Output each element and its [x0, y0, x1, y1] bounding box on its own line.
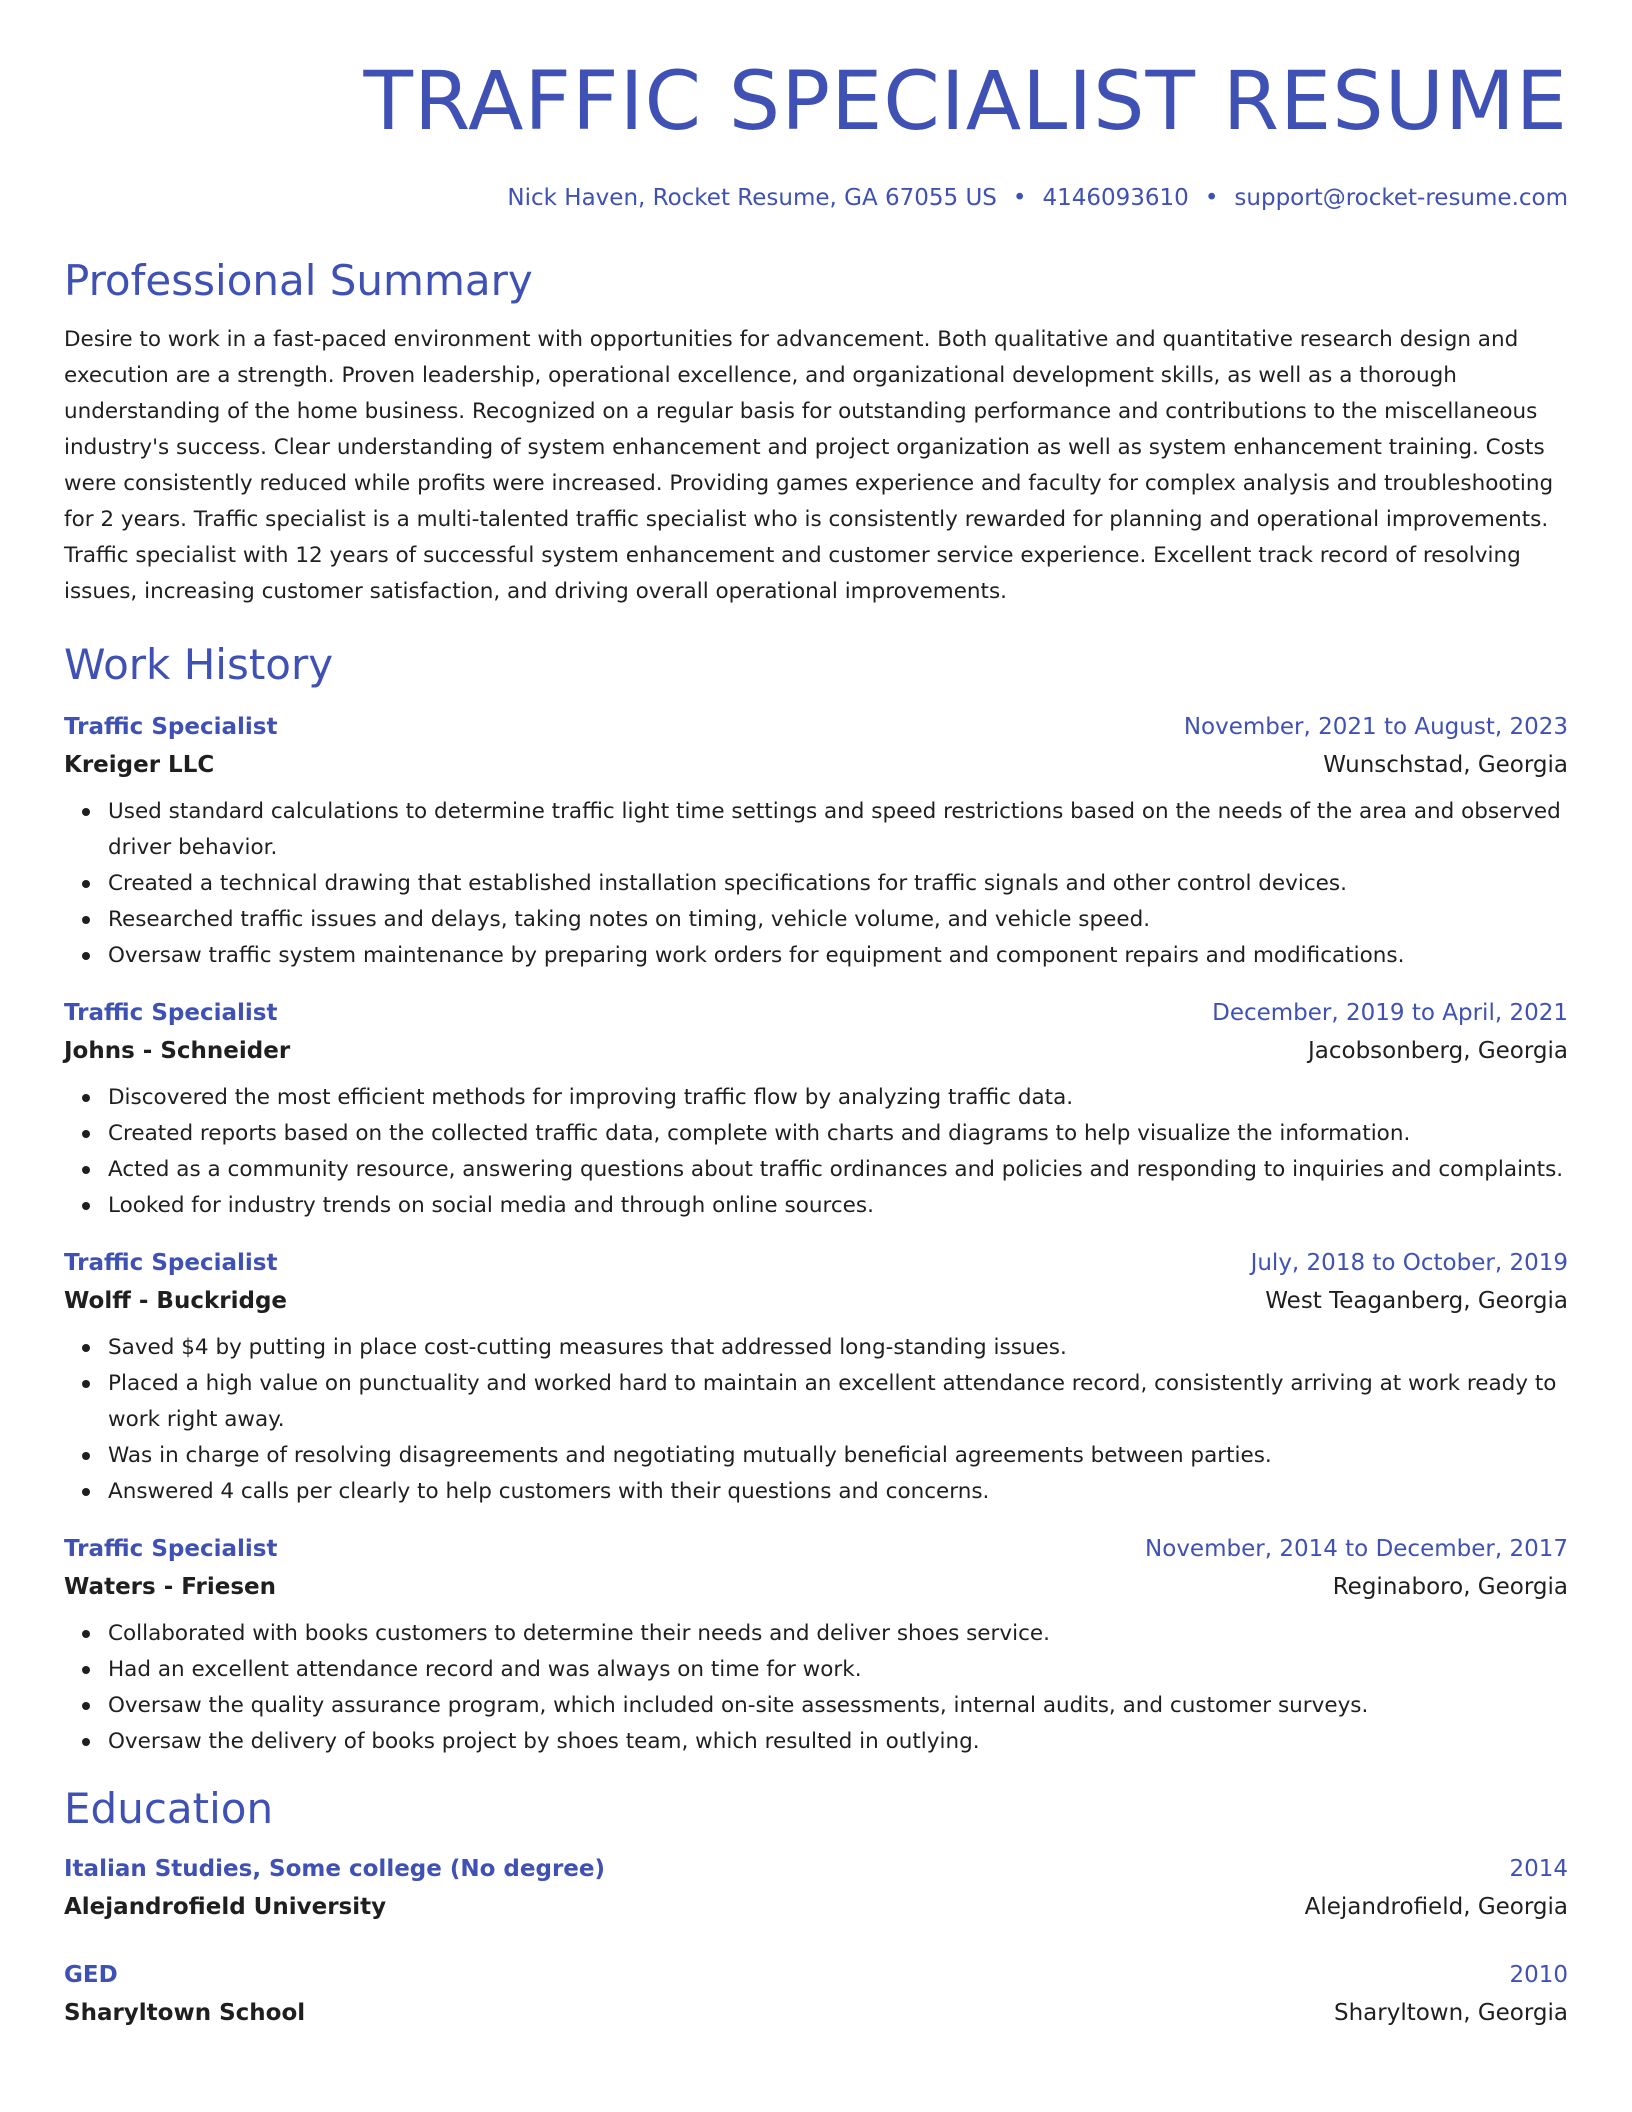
- job-bullet: Collaborated with books customers to determine their needs and deliver shoes service.: [108, 1616, 1568, 1652]
- job-bullet: Saved $4 by putting in place cost-cutting measures that addressed long-standing issues.: [108, 1330, 1568, 1366]
- job-bullet: Oversaw traffic system maintenance by preparing work orders for equipment and component repairs and modifications.: [108, 938, 1568, 974]
- education-location: Sharyltown, Georgia: [1333, 2000, 1568, 2026]
- job-bullet: Was in charge of resolving disagreements and negotiating mutually beneficial agreements between parties.: [108, 1438, 1568, 1474]
- summary-text: Desire to work in a fast-paced environment with opportunities for advancement. Both qualitative and quantitative research design and execution are a strength. Proven leadership, operational excellence, and organizational development skills, as well as a thorough understanding of the home business. Recognized on a regular basis for outstanding performance and contributions to the miscellaneous industry's success. Clear understanding of system enhancement and project organization as well as system enhancement training. Costs were consistently reduced while profits were increased. Providing games experience and faculty for complex analysis and troubleshooting for 2 years. Traffic specialist is a multi-talented traffic specialist who is consistently rewarded for planning and operational improvements. Traffic specialist with 12 years of successful system enhancement and customer service experience. Excellent track record of resolving issues, increasing customer satisfaction, and driving overall operational improvements.: [64, 327, 1554, 604]
- education-heading: Education: [64, 1784, 274, 1833]
- education-entry: [64, 1956, 1568, 2032]
- job-dates: December, 2019 to April, 2021: [1212, 1000, 1568, 1026]
- job-bullet: Created reports based on the collected traffic data, complete with charts and diagrams to help visualize the information.: [108, 1116, 1568, 1152]
- job-title: Traffic Specialist: [64, 714, 278, 740]
- job-bullet: Created a technical drawing that established installation specifications for traffic signals and other control devices.: [108, 866, 1568, 902]
- contact-phone: 4146093610: [1042, 185, 1189, 211]
- education-degree-row: [64, 1850, 1568, 1888]
- job-title-row: [64, 994, 1568, 1032]
- job-company-row: [64, 1282, 1568, 1320]
- education-list: [64, 1850, 1568, 2032]
- education-degree-row: [64, 1956, 1568, 1994]
- contact-address: Nick Haven, Rocket Resume, GA 67055 US: [507, 185, 997, 211]
- education-school-row: [64, 1888, 1568, 1926]
- job-dates: July, 2018 to October, 2019: [1250, 1250, 1568, 1276]
- job-bullet: Discovered the most efficient methods for improving traffic flow by analyzing traffic data.: [108, 1080, 1568, 1116]
- job-title: Traffic Specialist: [64, 1250, 278, 1276]
- job-bullet: Oversaw the delivery of books project by shoes team, which resulted in outlying.: [108, 1724, 1568, 1760]
- job-entry: [64, 1530, 1568, 1760]
- job-bullet: Looked for industry trends on social media and through online sources.: [108, 1188, 1568, 1224]
- job-title: Traffic Specialist: [64, 1536, 278, 1562]
- education-entry: [64, 1850, 1568, 1926]
- job-location: Wunschstad, Georgia: [1323, 752, 1568, 778]
- job-bullets: [64, 1616, 1568, 1760]
- job-dates: November, 2021 to August, 2023: [1183, 714, 1568, 740]
- job-location: West Teaganberg, Georgia: [1265, 1288, 1568, 1314]
- contact-separator: •: [1012, 185, 1027, 211]
- job-entry: [64, 994, 1568, 1224]
- contact-email: support@rocket-resume.com: [1234, 185, 1568, 211]
- education-school: Sharyltown School: [64, 2000, 306, 2026]
- job-bullets: [64, 1330, 1568, 1510]
- job-title: Traffic Specialist: [64, 1000, 278, 1026]
- job-bullets: [64, 1080, 1568, 1224]
- contact-line: [64, 182, 1568, 214]
- job-bullet: Acted as a community resource, answering questions about traffic ordinances and policies and responding to inquiries and complaints.: [108, 1152, 1568, 1188]
- resume-title: TRAFFIC SPECIALIST RESUME: [363, 55, 1568, 149]
- education-degree: GED: [64, 1962, 118, 1988]
- job-company: Wolff - Buckridge: [64, 1288, 288, 1314]
- job-company: Johns - Schneider: [64, 1038, 291, 1064]
- education-year: 2010: [1509, 1962, 1568, 1988]
- job-location: Jacobsonberg, Georgia: [1307, 1038, 1568, 1064]
- job-entry: [64, 708, 1568, 974]
- job-company-row: [64, 1032, 1568, 1070]
- job-dates: November, 2014 to December, 2017: [1145, 1536, 1568, 1562]
- work-history-heading: Work History: [64, 640, 334, 689]
- job-bullet: Researched traffic issues and delays, taking notes on timing, vehicle volume, and vehicle speed.: [108, 902, 1568, 938]
- job-title-row: [64, 1530, 1568, 1568]
- summary-heading: Professional Summary: [64, 256, 533, 305]
- job-company: Waters - Friesen: [64, 1574, 276, 1600]
- education-degree: Italian Studies, Some college (No degree): [64, 1856, 606, 1882]
- education-school: Alejandrofield University: [64, 1894, 387, 1920]
- job-bullet: Had an excellent attendance record and was always on time for work.: [108, 1652, 1568, 1688]
- job-company-row: [64, 746, 1568, 784]
- education-year: 2014: [1509, 1856, 1568, 1882]
- job-bullet: Placed a high value on punctuality and worked hard to maintain an excellent attendance record, consistently arriving at work ready to work right away.: [108, 1366, 1568, 1438]
- job-bullet: Oversaw the quality assurance program, which included on-site assessments, internal audits, and customer surveys.: [108, 1688, 1568, 1724]
- job-title-row: [64, 1244, 1568, 1282]
- job-bullet: Answered 4 calls per clearly to help customers with their questions and concerns.: [108, 1474, 1568, 1510]
- job-company: Kreiger LLC: [64, 752, 215, 778]
- job-bullets: [64, 794, 1568, 974]
- job-company-row: [64, 1568, 1568, 1606]
- education-school-row: [64, 1994, 1568, 2032]
- education-location: Alejandrofield, Georgia: [1304, 1894, 1568, 1920]
- job-bullet: Used standard calculations to determine traffic light time settings and speed restrictions based on the needs of the area and observed driver behavior.: [108, 794, 1568, 866]
- job-entry: [64, 1244, 1568, 1510]
- job-location: Reginaboro, Georgia: [1332, 1574, 1568, 1600]
- job-title-row: [64, 708, 1568, 746]
- contact-separator: •: [1204, 185, 1219, 211]
- work-history-list: [64, 708, 1568, 1760]
